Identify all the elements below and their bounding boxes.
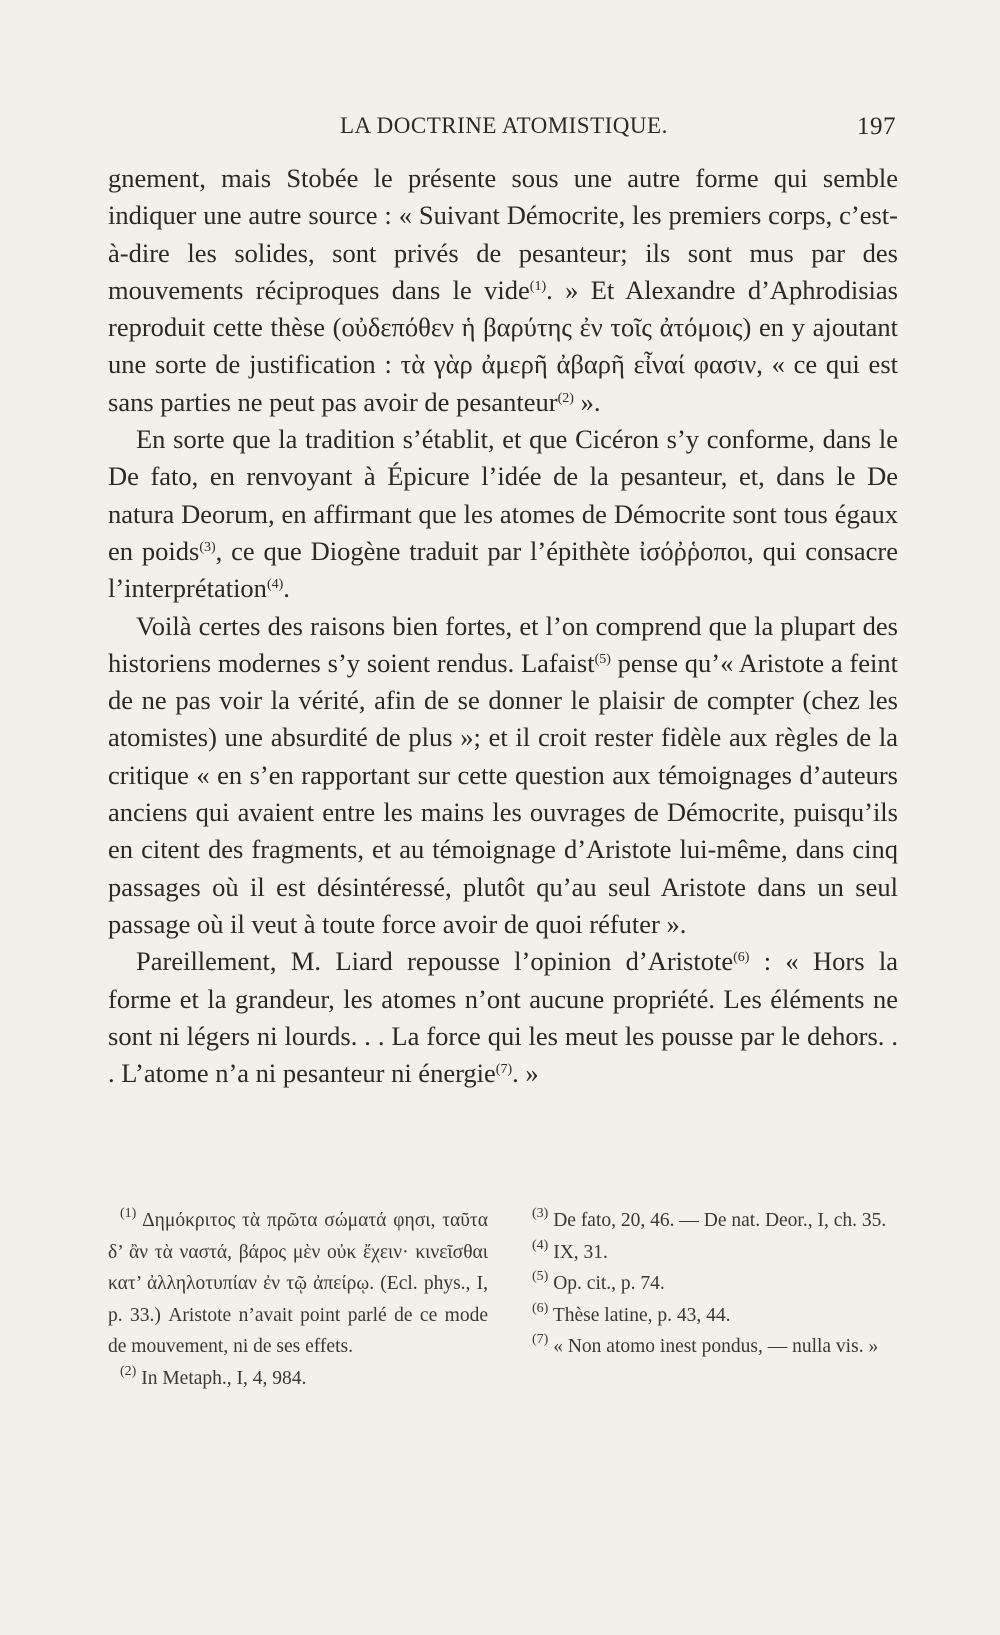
footnote-mark: (3) bbox=[532, 1206, 549, 1221]
footnote-mark: (6) bbox=[532, 1300, 549, 1316]
footnote-5 bbox=[520, 1268, 900, 1300]
paragraph-text: pense qu’« Aristote a feint de ne pas voir la vérité, afin de se donner le plaisir de compter (chez les atomistes) une absurdité de plus »; et il croit rester fidèle aux règles de la critique « en s’en rapportant sur cette question aux témoignages d’auteurs anciens qui avaient entre les mains les ouvrages de Démocrite, puisqu’ils en citent des fragments, et au témoignage d’Aristote lui-même, dans cinq passages où il est désintéressé, plutôt qu’au seul Aristote dans un seul passage où il veut à toute force avoir de quoi réfuter ». bbox=[108, 647, 898, 939]
footnote-mark: (4) bbox=[532, 1237, 549, 1253]
footnote-mark: (7) bbox=[532, 1332, 549, 1347]
footnote-text: Op. cit., p. 74. bbox=[553, 1273, 665, 1294]
footnote-text: De fato, 20, 46. — De nat. Deor., I, ch. 35. bbox=[553, 1210, 887, 1231]
running-title: LA DOCTRINE ATOMISTIQUE. bbox=[340, 113, 668, 138]
paragraph-2 bbox=[108, 421, 898, 607]
paragraph-text: . » bbox=[512, 1058, 539, 1089]
footnote-1 bbox=[108, 1205, 488, 1363]
footnote-3 bbox=[520, 1205, 900, 1237]
footnote-ref-6: (6) bbox=[733, 950, 750, 966]
footnote-ref-4: (4) bbox=[266, 577, 284, 593]
footnotes-right-column bbox=[520, 1205, 900, 1363]
footnote-text: « Non atomo inest pondus, — nulla vis. » bbox=[553, 1336, 879, 1357]
paragraph-text: Pareillement, M. Liard repousse l’opinion d’Aristote bbox=[136, 946, 734, 977]
footnote-text: Thèse latine, p. 43, 44. bbox=[552, 1304, 731, 1326]
footnote-mark: (5) bbox=[532, 1269, 549, 1284]
paragraph-text: : « Hors la forme et la grandeur, les atomes n’ont aucune propriété. Les éléments ne sont ni légers ni lourds. . . La force qui les meut les pousse par le dehors. . . L’atome n’a ni pesanteur ni énergie bbox=[108, 946, 898, 1089]
footnote-mark: (1) bbox=[120, 1206, 137, 1221]
footnote-2 bbox=[108, 1363, 488, 1395]
paragraph-1 bbox=[108, 160, 898, 421]
paragraph-text: . bbox=[283, 573, 290, 604]
footnotes-left-column bbox=[108, 1205, 488, 1394]
footnote-text: Δημόκριτος τὰ πρῶτα σώματά φησι, ταῦτα δ’ ἂν τὰ ναστά, βάρος μὲν οὐκ ἔχειν· κινεῖσθαι κατ’ ἀλληλοτυπίαν ἐν τῷ ἀπείρῳ. (Ecl. phys., I, p. 33.) Aristote n’avait point parlé de ce mode de mouvement, ni de ses effets. bbox=[108, 1210, 488, 1357]
paragraph-4 bbox=[108, 943, 898, 1092]
footnote-text: IX, 31. bbox=[553, 1241, 608, 1263]
footnote-ref-7: (7) bbox=[495, 1062, 513, 1078]
paragraph-3 bbox=[108, 608, 898, 944]
paragraph-text: Voilà certes des raisons bien fortes, et l’on comprend que la plupart des historiens modernes s’y soient rendus. Lafaist bbox=[108, 610, 898, 678]
paragraph-text: ». bbox=[573, 386, 601, 417]
footnote-ref-2: (2) bbox=[557, 390, 574, 406]
footnote-4 bbox=[520, 1237, 900, 1269]
running-header bbox=[108, 113, 898, 147]
footnote-7 bbox=[520, 1331, 900, 1363]
main-text bbox=[108, 160, 898, 1092]
footnote-ref-3: (3) bbox=[199, 539, 216, 555]
page-number: 197 bbox=[857, 113, 896, 140]
footnote-ref-5: (5) bbox=[594, 651, 611, 667]
paragraph-text: . » Et Alexandre d’Aphrodisias reproduit cette thèse (οὐδεπόθεν ἡ βαρύτης ἐν τοῖς ἀτόμοις) en y ajoutant une sorte de justification : τὰ γὰρ ἀμερῆ ἀβαρῆ εἶναί φασιν, « ce qui est sans parties ne peut pas avoir de pesanteur bbox=[108, 274, 898, 417]
paragraph-text: gnement, mais Stobée le présente sous une autre forme qui semble indiquer une autre source : « Suivant Démocrite, les premiers corps, c’est-à-dire les solides, sont privés de pesanteur; ils sont mus par des mouvements réciproques dans le vide bbox=[108, 163, 898, 305]
paragraph-text: En sorte que la tradition s’établit, et que Cicéron s’y conforme, dans le De fato, en renvoyant à Épicure l’idée de la pesanteur, et, dans le De natura Deorum, en affirmant que les atomes de Démocrite sont tous égaux en poids bbox=[108, 424, 898, 566]
footnote-text: In Metaph., I, 4, 984. bbox=[141, 1367, 307, 1389]
footnote-ref-1: (1) bbox=[529, 278, 547, 294]
footnote-6 bbox=[520, 1300, 900, 1332]
paragraph-text: , ce que Diogène traduit par l’épithète ἰσόῤῥοποι, qui consacre l’interprétation bbox=[108, 535, 898, 604]
footnote-mark: (2) bbox=[120, 1363, 137, 1379]
